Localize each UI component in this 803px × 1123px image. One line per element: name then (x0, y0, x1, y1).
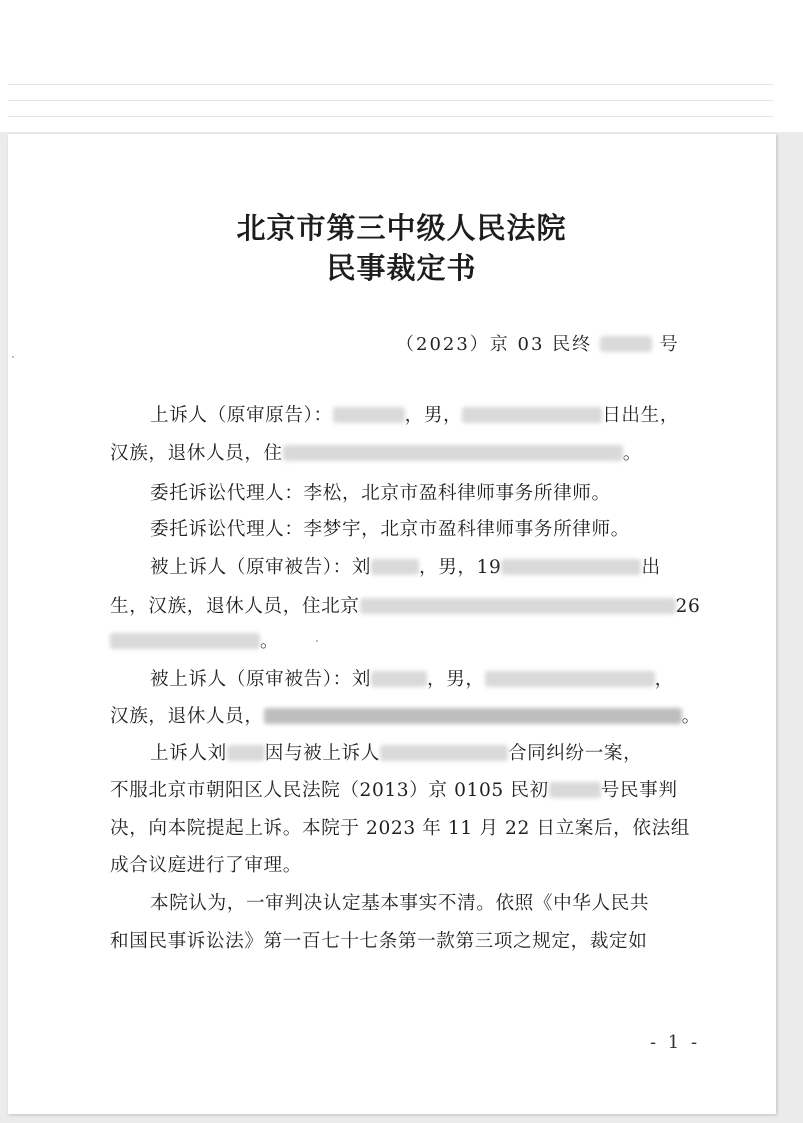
text-segment: 上诉人刘 (150, 743, 227, 764)
text-segment: 委托诉讼代理人：李梦宇，北京市盈科律师事务所律师。 (150, 519, 630, 540)
case-number (396, 330, 680, 356)
text-segment: 成合议庭进行了审理。 (110, 855, 302, 876)
text-segment: ，男，19 (419, 557, 502, 578)
text-segment: 委托诉讼代理人：李松，北京市盈科律师事务所律师。 (150, 483, 611, 504)
redacted-case-digits (549, 782, 601, 798)
court-name-title: 北京市第三中级人民法院 (236, 211, 567, 245)
text-segment: 汉族，退休人员，住 (110, 443, 283, 464)
redacted-names (380, 745, 508, 761)
scan-line (8, 116, 773, 117)
text-segment: 被上诉人（原审被告）：刘 (150, 669, 372, 690)
redacted-address (264, 708, 682, 724)
text-segment: 。 (681, 706, 701, 727)
scan-line (8, 100, 773, 101)
text-line (110, 594, 700, 620)
scan-line (8, 84, 773, 85)
text-segment: 日出生， (602, 405, 680, 426)
text-line (150, 891, 649, 917)
case-number-suffix: 号 (659, 334, 680, 355)
text-segment: 上诉人（原审原告）： (150, 405, 333, 426)
text-segment: 被上诉人（原审被告）：刘 (150, 557, 372, 578)
redacted-case-digits (600, 336, 652, 352)
case-number-prefix: （2023）京 03 民终 (396, 334, 593, 355)
redacted-birthdate (485, 671, 655, 687)
text-segment: 号民事判 (600, 780, 678, 801)
text-segment: 出 (641, 557, 661, 578)
text-segment: 不服北京市朝阳区人民法院（2013）京 0105 民初 (110, 780, 549, 801)
redacted-name (371, 559, 419, 575)
text-segment: 和国民事诉讼法》第一百七十七条第一款第三项之规定，裁定如 (110, 931, 648, 952)
scan-speck (12, 356, 14, 358)
text-line (110, 704, 701, 730)
page-number: - 1 - (650, 1032, 701, 1053)
text-line (110, 778, 678, 804)
scan-margin-top (0, 0, 803, 132)
redacted-address (360, 598, 676, 614)
text-segment: ， (654, 669, 674, 690)
text-line (110, 816, 690, 842)
text-line (150, 403, 679, 429)
text-line (150, 741, 642, 767)
scan-speck (316, 640, 318, 642)
redacted-name (333, 407, 405, 423)
text-segment: 。 (622, 443, 642, 464)
redacted-address (283, 445, 623, 461)
redacted-name (227, 745, 265, 761)
text-segment: 合同纠纷一案， (507, 743, 643, 764)
text-segment: 本院认为，一审判决认定基本事实不清。依照《中华人民共 (150, 893, 650, 914)
redacted-name (371, 671, 427, 687)
text-line (150, 555, 661, 581)
text-line (110, 853, 302, 879)
redacted-birthdate (462, 407, 602, 423)
text-segment: ，男， (427, 669, 485, 690)
text-segment: 因与被上诉人 (264, 743, 380, 764)
text-line (110, 629, 279, 655)
redacted-birthdate (501, 559, 641, 575)
text-line (110, 441, 642, 467)
text-segment: 汉族，退休人员， (110, 706, 264, 727)
text-segment: 决，向本院提起上诉。本院于 2023 年 11 月 22 日立案后，依法组 (110, 818, 690, 839)
document-type-title: 民事裁定书 (326, 251, 477, 285)
text-segment: ，男， (404, 405, 463, 426)
redacted-address (110, 633, 260, 649)
text-line (150, 667, 674, 693)
text-segment: 26 (675, 596, 701, 617)
text-line (110, 929, 647, 955)
text-line (150, 517, 630, 543)
text-segment: 生，汉族，退休人员，住北京 (110, 596, 360, 617)
text-line (150, 481, 611, 507)
text-segment: 。 (260, 631, 280, 652)
